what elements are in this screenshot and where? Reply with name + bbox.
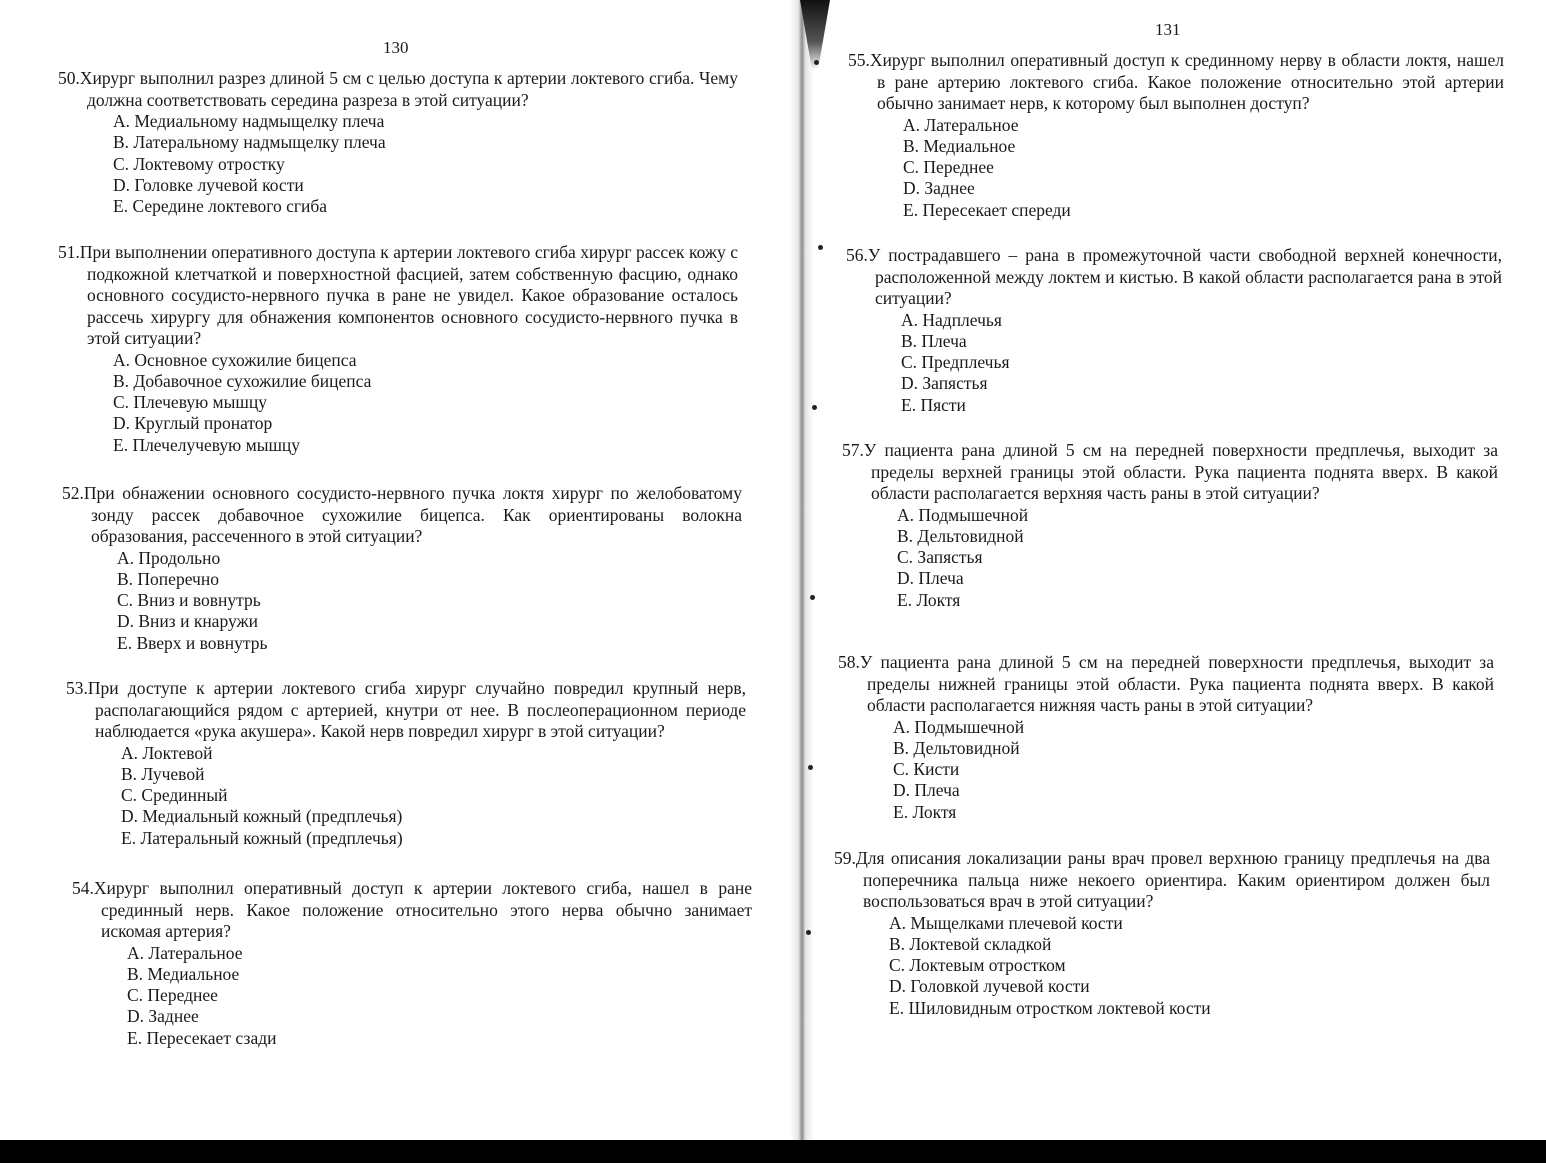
answer-options: [72, 943, 752, 1049]
answer-option: A. Медиальному надмыщелку плеча: [113, 111, 385, 131]
answer-option: D. Круглый пронатор: [113, 413, 273, 434]
answer-option: A. Латеральное: [903, 114, 1019, 135]
answer-option: E. Локтя: [893, 801, 957, 822]
answer-option: D. Плеча: [893, 780, 960, 801]
answer-option: B. Поперечно: [117, 568, 219, 589]
answer-option: C. Переднее: [903, 157, 994, 178]
question-53: [66, 678, 746, 849]
answer-option: A. Надплечья: [901, 309, 1002, 330]
question-50: [58, 68, 738, 217]
answer-option: B. Локтевой складкой: [889, 933, 1052, 954]
page-number: 131: [1155, 20, 1181, 39]
question-stem: 52.При обнажении основного сосудисто-нервного пучка локтя хирург по желобоватому зонду рассек добавочное сухожилие бицепса. Как ориентированы волокна образования, рассеченного в этой ситуации?: [62, 483, 742, 546]
answer-options: [62, 548, 742, 654]
answer-option: B. Плеча: [901, 330, 967, 351]
page-number: 130: [383, 38, 409, 57]
answer-option: C. Переднее: [127, 985, 218, 1006]
answer-option: E. Пересекает сзади: [127, 1027, 277, 1048]
answer-option: C. Предплечья: [901, 352, 1010, 373]
answer-option: C. Запястья: [897, 547, 983, 568]
question-51: [58, 242, 738, 456]
answer-option: B. Медиальное: [127, 963, 240, 984]
question-58: [838, 652, 1494, 823]
question-59: [834, 848, 1490, 1019]
answer-option: C. Плечевую мышцу: [113, 392, 267, 413]
answer-option: C. Кисти: [893, 759, 960, 780]
answer-options: [58, 111, 738, 217]
answer-option: C. Вниз и вовнутрь: [117, 590, 261, 611]
answer-option: B. Латеральному надмыщелку плеча: [113, 132, 386, 153]
answer-option: E. Шиловидным отростком локтевой кости: [889, 997, 1211, 1018]
answer-option: D. Заднее: [127, 1006, 199, 1027]
answer-option: E. Латеральный кожный (предплечья): [121, 827, 403, 848]
answer-option: D. Головке лучевой кости: [113, 174, 304, 195]
answer-option: E. Середине локтевого сгиба: [113, 196, 328, 217]
answer-option: C. Срединный: [121, 785, 228, 806]
question-stem: 53.При доступе к артерии локтевого сгиба хирург случайно повредил крупный нерв, располагающийся рядом с артерией, кнутри от нее. В послеоперационном периоде наблюдается «рука акушера». Какой нерв повредил хирург в этой ситуации?: [66, 678, 746, 741]
answer-option: E. Плечелучевую мышцу: [113, 434, 301, 455]
answer-option: E. Локтя: [897, 589, 961, 610]
answer-option: D. Плеча: [897, 568, 964, 589]
answer-options: [848, 115, 1504, 221]
question-stem: 59.Для описания локализации раны врач провел верхнюю границу предплечья на два поперечника пальца ниже некоего ориентира. Каким ориентиром должен был воспользоваться врач в этой ситуации?: [834, 848, 1490, 911]
answer-option: C. Локтевым отростком: [889, 955, 1066, 976]
question-stem: 50.Хирург выполнил разрез длиной 5 см с целью доступа к артерии локтевого сгиба. Чему должна соответствовать середина разреза в этой ситуации?: [58, 68, 738, 110]
answer-option: A. Основное сухожилие бицепса: [113, 349, 357, 370]
question-56: [846, 245, 1502, 416]
answer-options: [58, 350, 738, 456]
question-stem: 58.У пациента рана длиной 5 см на передней поверхности предплечья, выходит за пределы нижней границы этой области. Рука пациента поднята вверх. В какой области располагается нижняя часть раны в этой ситуации?: [838, 652, 1494, 715]
answer-option: E. Пясти: [901, 394, 966, 415]
answer-option: B. Дельтовидной: [897, 525, 1024, 546]
answer-options: [834, 913, 1490, 1019]
answer-option: D. Головкой лучевой кости: [889, 976, 1090, 997]
answer-option: A. Продольно: [117, 547, 221, 568]
scan-border: [0, 1140, 1546, 1163]
question-52: [62, 483, 742, 654]
question-57: [842, 440, 1498, 611]
answer-option: B. Дельтовидной: [893, 737, 1020, 758]
answer-option: A. Мыщелками плечевой кости: [889, 912, 1123, 933]
answer-option: A. Латеральное: [127, 942, 243, 963]
answer-option: D. Медиальный кожный (предплечья): [121, 806, 403, 827]
question-stem: 54.Хирург выполнил оперативный доступ к артерии локтевого сгиба, нашел в ране срединный нерв. Какое положение относительно этого нерва обычно занимает искомая артерия?: [72, 878, 752, 941]
answer-options: [842, 505, 1498, 611]
answer-options: [66, 743, 746, 849]
answer-options: [838, 717, 1494, 823]
question-stem: 51.При выполнении оперативного доступа к артерии локтевого сгиба хирург рассек кожу с подкожной клетчаткой и поверхностной фасцией, затем собственную фасцию, однако основного сосудисто-нервного пучка в ране не увидел. Какое образование осталось рассечь хирургу для обнажения компонентов основного сосудисто-нервного пучка в этой ситуации?: [58, 242, 738, 348]
right-page: [800, 0, 1546, 1140]
answer-option: B. Добавочное сухожилие бицепса: [113, 370, 372, 391]
answer-option: D. Заднее: [903, 178, 975, 199]
answer-options: [846, 310, 1502, 416]
answer-option: C. Локтевому отростку: [113, 153, 285, 174]
question-stem: 56.У пострадавшего – рана в промежуточной части свободной верхней конечности, расположенной между локтем и кистью. В какой области располагается рана в этой ситуации?: [846, 245, 1502, 308]
answer-option: D. Запястья: [901, 373, 988, 394]
question-54: [72, 878, 752, 1049]
answer-option: B. Лучевой: [121, 763, 205, 784]
answer-option: A. Подмышечной: [897, 504, 1029, 525]
question-stem: 57.У пациента рана длиной 5 см на передней поверхности предплечья, выходит за пределы верхней границы этой области. Рука пациента поднята вверх. В какой области располагается верхняя часть раны в этой ситуации?: [842, 440, 1498, 503]
question-55: [848, 50, 1504, 221]
question-stem: 55.Хирург выполнил оперативный доступ к срединному нерву в области локтя, нашел в ране артерию локтевого сгиба. Какое положение относительно этой артерии обычно занимает нерв, к которому был выполнен доступ?: [848, 50, 1504, 113]
answer-option: D. Вниз и кнаружи: [117, 611, 258, 632]
answer-option: A. Локтевой: [121, 742, 213, 763]
answer-option: B. Медиальное: [903, 135, 1016, 156]
answer-option: E. Вверх и вовнутрь: [117, 632, 268, 653]
answer-option: A. Подмышечной: [893, 716, 1025, 737]
answer-option: E. Пересекает спереди: [903, 199, 1071, 220]
